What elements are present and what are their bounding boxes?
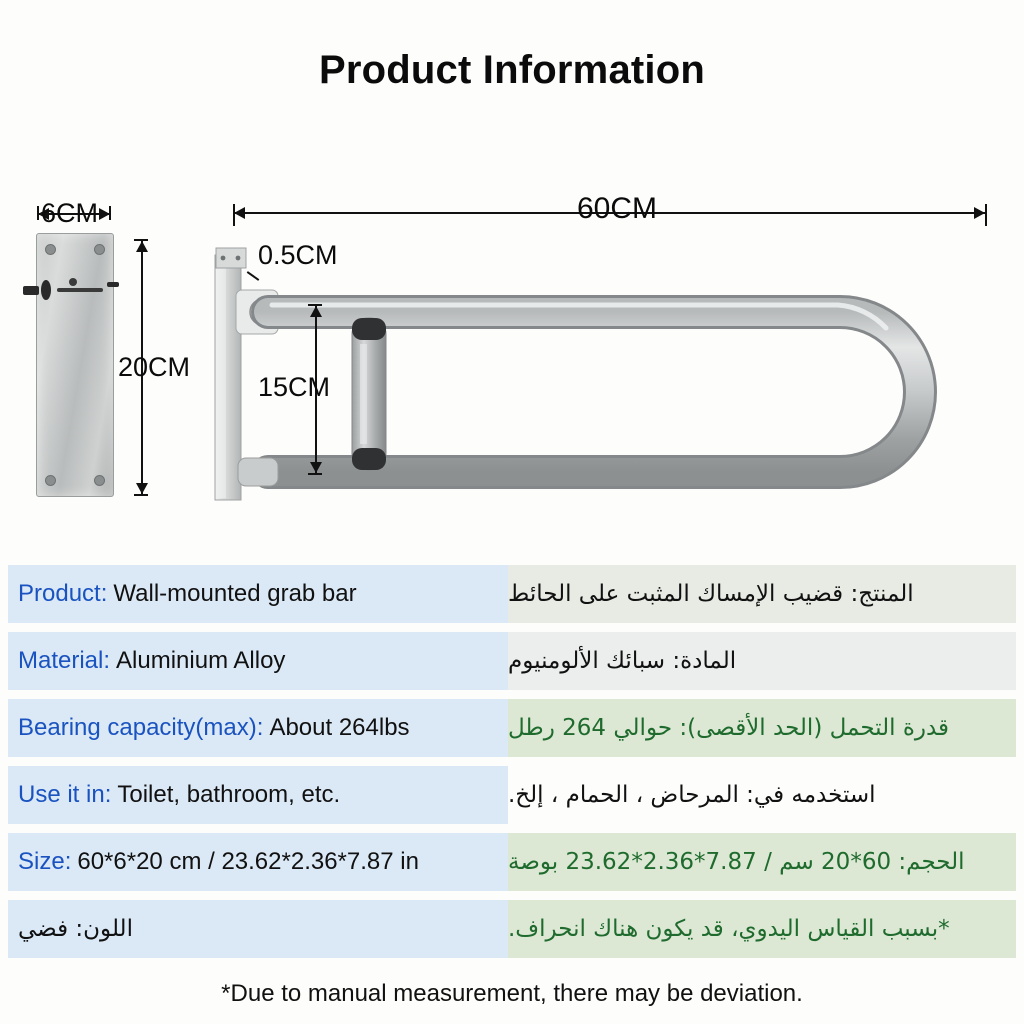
table-row: [8, 833, 1016, 891]
spec-arabic-bearing-capacity: قدرة التحمل (الحد الأقصى): حوالي 264 رطل: [508, 699, 1016, 757]
spec-value: Toilet, bathroom, etc.: [117, 781, 341, 808]
spec-arabic-deviation-note: *بسبب القياس اليدوي، قد يكون هناك انحراف.: [508, 900, 1016, 958]
dimension-tick: [985, 204, 987, 226]
dimension-arrow: [974, 207, 985, 219]
table-row: [8, 699, 1016, 757]
table-row: [8, 900, 1016, 958]
spec-english-bearing-capacity: [8, 699, 508, 757]
footnote: *Due to manual measurement, there may be deviation.: [221, 980, 803, 1007]
specifications-table: [8, 565, 1016, 967]
dimension-arrow: [310, 462, 322, 473]
table-row: [8, 632, 1016, 690]
dimension-label-plate-width: 6CM: [41, 198, 99, 228]
dimension-label-bar-length: 60CM: [577, 192, 658, 225]
spec-value: 60*6*20 cm / 23.62*2.36*7.87 in: [77, 848, 419, 875]
product-diagram: [0, 150, 1024, 550]
page-title: Product Information: [318, 48, 705, 92]
spec-key: Size:: [18, 848, 72, 875]
spec-key: Product:: [18, 580, 108, 607]
spec-value: Wall-mounted grab bar: [113, 580, 357, 607]
dimension-arrow: [234, 207, 245, 219]
spec-english-size: [8, 833, 508, 891]
spec-value: About 264lbs: [269, 714, 410, 741]
spec-arabic-size: الحجم: 60*20 سم / 7.87*2.36*23.62 بوصة: [508, 833, 1016, 891]
dimension-label-bar-height: 15CM: [258, 372, 331, 402]
spec-arabic-use: استخدمه في: المرحاض ، الحمام ، إلخ.: [508, 782, 876, 808]
spec-english-material: [8, 632, 508, 690]
spec-english-product: [8, 565, 508, 623]
spec-english-use: [8, 766, 508, 824]
spec-key: Bearing capacity(max):: [18, 714, 264, 741]
dimension-label-plate-height: 20CM: [118, 352, 191, 382]
spec-arabic-color: اللون: فضي: [8, 900, 508, 958]
spec-arabic-material: المادة: سبائك الألومنيوم: [508, 632, 1016, 690]
dimension-label-tube-thickness: 0.5CM: [258, 240, 338, 270]
spec-value: Aluminium Alloy: [116, 647, 286, 674]
spec-arabic-product: المنتج: قضيب الإمساك المثبت على الحائط: [508, 565, 1016, 623]
table-row: [8, 766, 1016, 824]
table-row: [8, 565, 1016, 623]
spec-key: Material:: [18, 647, 111, 674]
dimension-arrow: [310, 306, 322, 317]
dimension-tick: [308, 473, 322, 475]
spec-key: Use it in:: [18, 781, 112, 808]
grab-bar-illustration: [0, 150, 1024, 550]
